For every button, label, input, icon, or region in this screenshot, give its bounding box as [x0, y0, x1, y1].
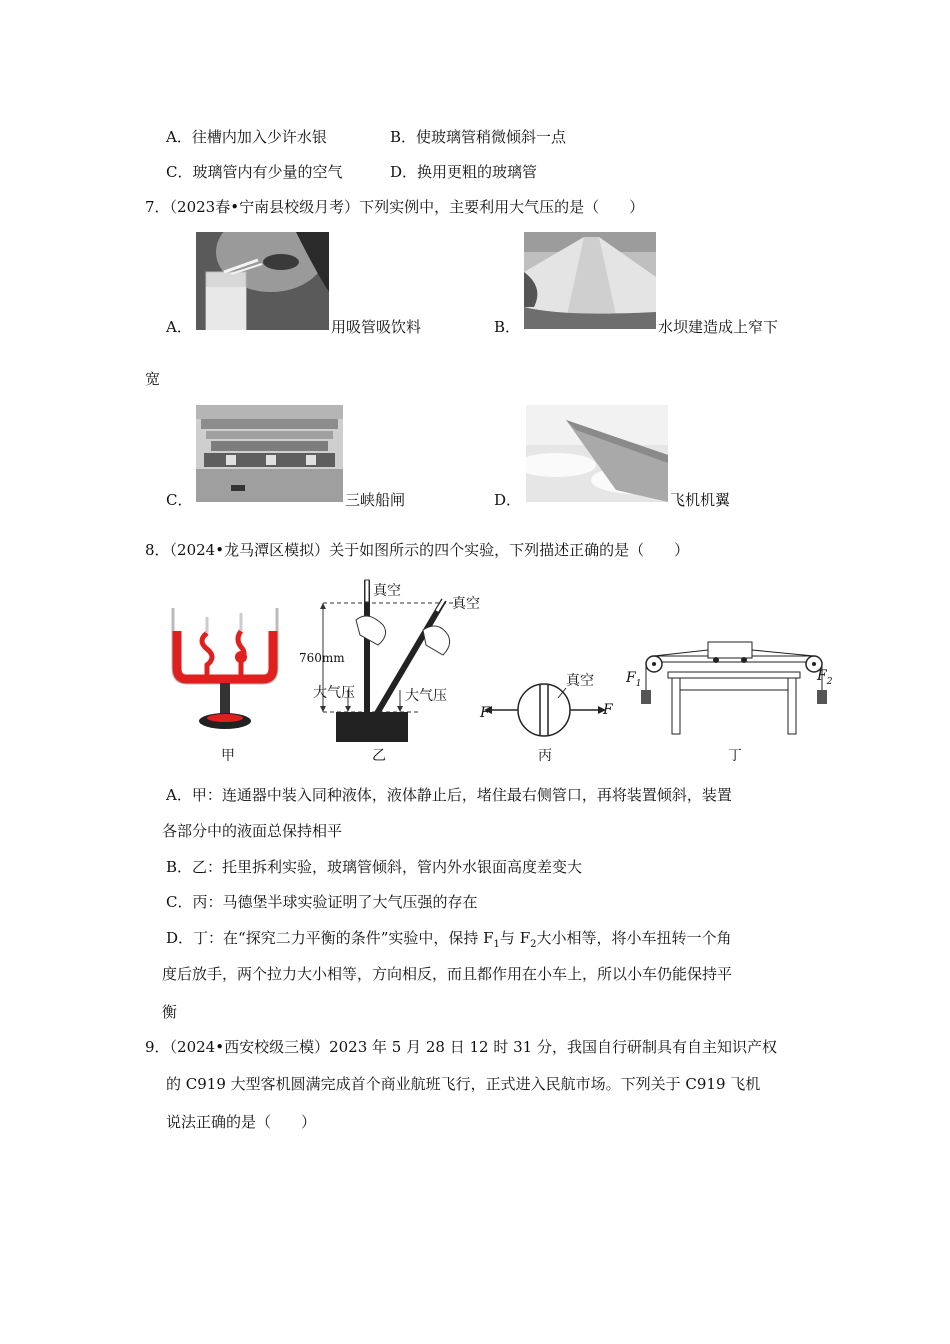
q9-stem-line2: 的 C919 大型客机圆满完成首个商业航班飞行，正式进入民航市场。下列关于 C919 飞机	[166, 1075, 761, 1093]
figure-label-yi: 乙	[372, 748, 386, 764]
label-f2: $F_2$	[817, 668, 833, 687]
label-force-left: F	[480, 705, 490, 721]
q8-stem: 8．（2024•龙马潭区模拟）关于如图所示的四个实验，下列描述正确的是（ ）	[145, 541, 690, 559]
label-760mm: 760mm	[299, 651, 345, 665]
q8-option-c: C．丙：马德堡半球实验证明了大气压强的存在	[166, 893, 478, 911]
figure-label-bing: 丙	[538, 748, 552, 764]
q7-option-c-letter: C．	[166, 491, 193, 509]
label-f1: $F_1$	[626, 670, 642, 689]
q6-option-a: A．往槽内加入少许水银	[166, 128, 327, 146]
q7-option-c-text: 三峡船闸	[345, 491, 406, 509]
figure-label-ding: 丁	[728, 748, 742, 764]
label-atm-right: 大气压	[405, 688, 447, 704]
q6-option-c: C．玻璃管内有少量的空气	[166, 163, 343, 181]
label-vacuum-tilted: 真空	[452, 596, 480, 612]
force-balance-figure	[628, 636, 838, 746]
q7-option-a-letter: A．	[166, 318, 192, 336]
q8-option-a-line1: A．甲：连通器中装入同种液体，液体静止后，堵住最右侧管口，再将装置倾斜，装置	[166, 786, 732, 804]
ship-lock-photo	[196, 405, 343, 502]
label-vacuum-straight: 真空	[373, 583, 401, 599]
label-atm-left: 大气压	[313, 685, 355, 701]
q8-option-d-line1: D．丁：在“探究二力平衡的条件”实验中，保持 $F_1$与 $F_2$大小相等，将小车扭转一个角	[166, 929, 732, 950]
label-vacuum-sphere: 真空	[566, 673, 594, 689]
dam-photo	[524, 232, 656, 329]
q6-option-b: B．使玻璃管稍微倾斜一点	[390, 128, 567, 146]
q8-option-a-line2: 各部分中的液面总保持相平	[162, 822, 343, 840]
label-force-right: F	[603, 702, 613, 718]
q9-stem-line1: 9．（2024•西安校级三模）2023 年 5 月 28 日 12 时 31 分，我国自行研制具有自主知识产权	[145, 1038, 777, 1056]
airplane-wing-photo	[526, 405, 668, 502]
q9-stem-line3: 说法正确的是（ ）	[166, 1113, 317, 1131]
q8-option-b: B．乙：托里拆利实验，玻璃管倾斜，管内外水银面高度差变大	[166, 858, 583, 876]
magdeburg-hemispheres-figure	[478, 670, 618, 750]
q7-option-b-letter: B．	[494, 318, 521, 336]
q7-option-b-wrap: 宽	[145, 370, 161, 388]
q7-option-d-letter: D．	[494, 491, 522, 509]
communicating-vessels-figure	[165, 603, 285, 743]
q7-stem: 7．（2023春•宁南县校级月考）下列实例中，主要利用大气压的是（ ）	[145, 198, 645, 216]
q7-option-b-text: 水坝建造成上窄下	[658, 318, 779, 336]
q6-option-d: D．换用更粗的玻璃管	[390, 163, 538, 181]
q8-option-d-line2: 度后放手，两个拉力大小相等，方向相反，而且都作用在小车上，所以小车仍能保持平	[162, 965, 733, 983]
figure-label-jia: 甲	[221, 748, 235, 764]
straw-drinking-photo	[196, 232, 329, 330]
q7-option-d-text: 飞机机翼	[670, 491, 731, 509]
q8-option-d-line3: 衡	[162, 1003, 178, 1021]
q7-option-a-text: 用吸管吸饮料	[331, 318, 422, 336]
